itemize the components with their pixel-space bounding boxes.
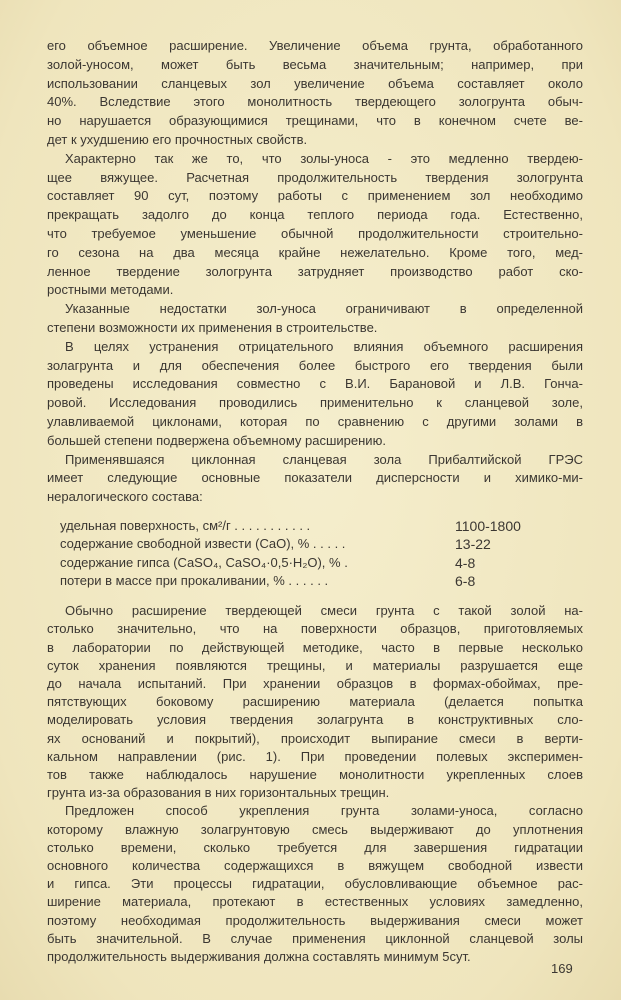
text-line: пятствующих боковому расширению материала (делается попытка [47, 694, 583, 710]
text-line: имеет следующие основные показатели дисперсности и химико-ми- [47, 470, 583, 486]
paragraph [47, 37, 583, 150]
text-line: дет к ухудшению его прочностных свойств. [47, 131, 308, 147]
text-line: большей степени подвержена объемному расширению. [47, 432, 386, 448]
text-line: В целях устранения отрицательного влияния объемного расширения [65, 338, 583, 354]
text-line: Характерно так же то, что золы-уноса - это медленно твердею- [65, 150, 583, 166]
text-line: золагрунта и для обеспечения более быстрого его твердения были [47, 357, 583, 373]
text-line: поэтому необходимая продолжительность выдерживания смеси может [47, 912, 583, 928]
text-line: но нарушается образующимися трещинами, что в конечном счете ве- [47, 113, 583, 129]
text-line: продолжительность выдерживания должна составлять минимум 5сут. [47, 948, 471, 964]
text-line: Применявшаяся циклонная сланцевая зола Прибалтийской ГРЭС [65, 451, 583, 467]
text-line: моделировать условия твердения золагрунта в конструктивных сло- [47, 712, 583, 728]
row-label: содержание свободной извести (CaO), % . . . . . [60, 536, 346, 552]
text-line: его объемное расширение. Увеличение объема грунта, обработанного [47, 38, 583, 53]
text-line: ях оснований и покрытий), происходит выпирание смеси в верти- [47, 730, 583, 746]
text-line: улавливаемой циклонами, которая по сравнению с другими золами в [47, 413, 583, 429]
text-line: в лаборатории по действующей методике, часто в первые несколько [47, 639, 583, 655]
text-line: до начала испытаний. При хранении образцов в формах-обоймах, пре- [47, 675, 583, 691]
paragraph [47, 338, 583, 451]
text-column [47, 37, 583, 966]
text-line: го сезона на два месяца крайне нежелательно. Кроме того, мед- [47, 244, 583, 260]
text-line: прекращать задолго до конца теплого периода года. Естественно, [47, 207, 583, 223]
text-line: проведены исследования совместно с В.И. Барановой и Л.В. Гонча- [47, 376, 583, 392]
text-block-bottom [47, 602, 583, 966]
text-line: тов также наблюдалось нарушение монолитности укрепленных слоев [47, 766, 583, 782]
row-label: потери в массе при прокаливании, % . . . . . . [60, 572, 329, 588]
paragraph [47, 802, 583, 966]
paragraph [47, 300, 583, 338]
table-row [60, 572, 570, 590]
text-line: Предложен способ укрепления грунта золами-уноса, согласно [65, 803, 583, 819]
text-line: ровой. Исследования проводились применительно к сланцевой золе, [47, 395, 583, 411]
text-line: ленное твердение зологрунта затрудняет производство работ ско- [47, 263, 583, 279]
text-block-top [47, 37, 583, 507]
text-line: столько времени, сколько требуется для завершения гидратации [47, 839, 583, 855]
row-value: 4-8 [455, 554, 476, 571]
text-line: суток хранения появляются трещины, и материалы разрушается еще [47, 657, 583, 673]
row-label: удельная поверхность, см²/г . . . . . . . . . . . [60, 517, 311, 533]
text-line: быть значительной. В случае применения циклонной сланцевой золы [47, 930, 583, 946]
row-label: содержание гипса (CaSO₄, CaSO₄·0,5·H₂O), % . [60, 554, 348, 570]
text-line: основного количества содержащихся в вяжущем свободной извести [47, 857, 583, 873]
text-line: столько значительно, что на поверхности образцов, приготовляемых [47, 621, 583, 637]
text-line: 40%. Вследствие этого монолитность твердеющего зологрунта обыч- [47, 94, 583, 110]
row-value: 6-8 [455, 572, 476, 589]
text-line: использовании сланцевых зол увеличение объема составляет около [47, 75, 583, 91]
row-value: 1100-1800 [455, 517, 521, 534]
text-line: составляет 90 сут, поэтому работы с применением зол необходимо [47, 188, 583, 204]
paragraph [47, 602, 583, 802]
table-row [60, 554, 570, 572]
text-line: Обычно расширение твердеющей смеси грунта с такой золой на- [65, 603, 583, 619]
paragraph [47, 150, 583, 300]
composition-table [60, 517, 570, 590]
text-line: нералогического состава: [47, 489, 203, 505]
page-number: 169 [551, 961, 573, 976]
text-line: щее вяжущее. Расчетная продолжительность твердения зологрунта [47, 169, 583, 185]
text-line: ширение материала, протекают в естественных условиях замедленно, [47, 894, 583, 910]
paragraph [47, 451, 583, 507]
table-row [60, 517, 570, 535]
text-line: степени возможности их применения в строительстве. [47, 319, 378, 335]
table-row [60, 535, 570, 553]
text-line: что требуемое уменьшение обычной продолжительности строительно- [47, 225, 583, 241]
text-line: ростными методами. [47, 282, 174, 298]
text-line: грунта из-за образования в них горизонтальных трещин. [47, 785, 390, 801]
text-line: и гипса. Эти процессы гидратации, обусловливающие объемное рас- [47, 876, 583, 892]
text-line: кальном направлении (рис. 1). При проведении полевых эксперимен- [47, 748, 583, 764]
text-line: которому влажную золагрунтовую смесь выдерживают до уплотнения [47, 821, 583, 837]
text-line: золой-уносом, может быть весьма значительным; например, при [47, 56, 583, 72]
row-value: 13-22 [455, 536, 491, 553]
text-line: Указанные недостатки зол-уноса ограничивают в определенной [65, 301, 583, 317]
